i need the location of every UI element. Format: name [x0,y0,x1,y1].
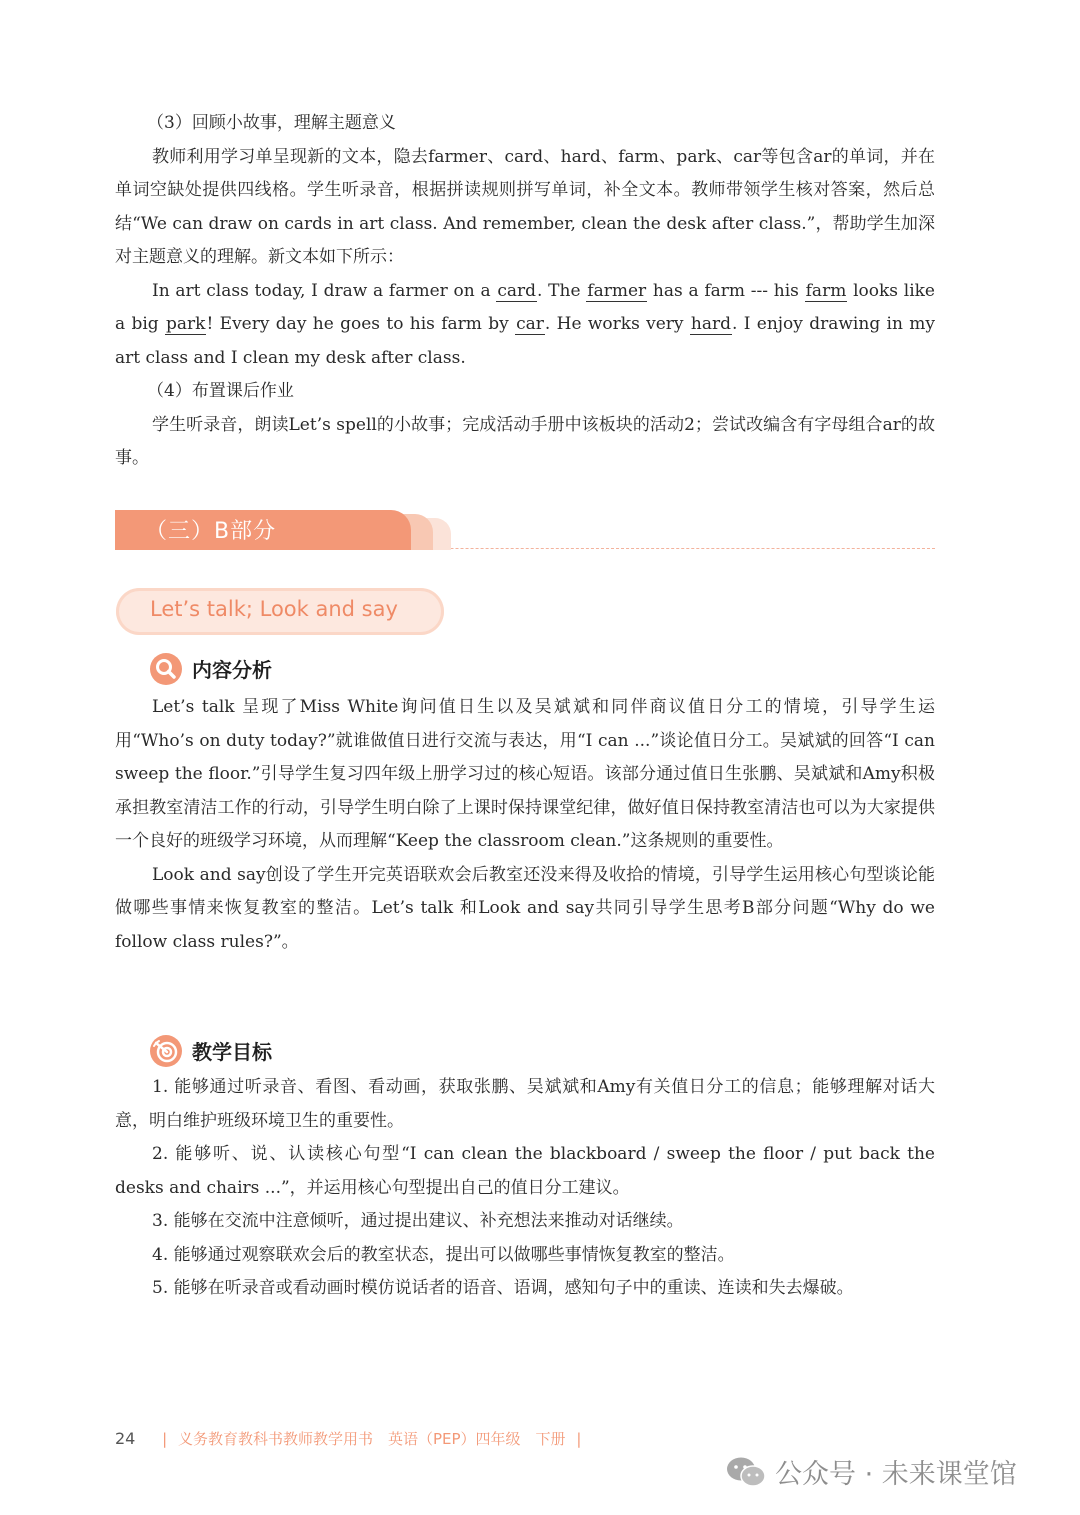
part-a-continuation [115,107,935,476]
content-analysis-title: 内容分析 [192,658,272,682]
analysis-paragraph: Let’s talk 呈现了Miss White询问值日生以及吴斌斌和同伴商议值日分工的情境，引导学生运用“Who’s on duty today?”就谁做值日进行交流与表达，用“I can ...”谈论值日分工。吴斌斌的回答“I can sweep the floor.”引导学生复习四年级上册学习过的核心短语。该部分通过值日生张鹏、吴斌斌和Amy积极承担教室清洁工作的行动，引导学生明白除了上课时保持课堂纪律，做好值日保持教室清洁也可以为大家提供一个良好的班级学习环境，从而理解“Keep the classroom clean.”这条规则的重要性。 [115,697,935,851]
objective-item: 2. 能够听、说、认读核心句型“I can clean the blackboard / sweep the floor / put back the desks and chairs ...”，并运用核心句型提出自己的值日分工建议。 [115,1144,935,1198]
content-analysis-body [115,691,935,959]
step3-title: （3）回顾小故事，理解主题意义 [147,113,396,133]
story-word-farm: farm [805,280,847,301]
watermark-text: 公众号 · 未来课堂馆 [775,1459,1017,1490]
magnifier-icon [150,653,182,685]
story-seg: In art class today, I draw a farmer on a [152,280,497,301]
story-seg: . I enjoy drawing in my art class and I clean my desk after class. [115,314,935,368]
book-title: 义务教育教科书教师教学用书 英语（PEP）四年级 下册 [177,1430,566,1448]
story-text [115,275,935,376]
section-banner [115,510,935,554]
story-word-card: card [497,280,537,301]
objectives-list [115,1071,935,1306]
banner-tab [115,510,411,550]
lesson-pill [116,588,444,635]
story-word-hard: hard [690,314,731,334]
step3-body: 教师利用学习单呈现新的文本，隐去farmer、card、hard、farm、park、car等包含ar的单词，并在单词空缺处提供四线格。学生听录音，根据拼读规则拼写单词，补全文本。教师带领学生核对答案，然后总结“We can draw on cards in art class. And remember, clean the desk after class.”，帮助学生加深对主题意义的理解。新文本如下所示： [115,146,935,267]
objective-item: 4. 能够通过观察联欢会后的教室状态，提出可以做哪些事情恢复教室的整洁。 [152,1244,735,1265]
page-footer [115,1428,587,1449]
target-icon [150,1035,182,1067]
page-number: 24 [115,1429,136,1448]
footer-divider: | [162,1430,168,1448]
story-word-car: car [516,314,544,334]
story-seg: . The [537,280,587,301]
story-seg: has a farm --- his [647,280,805,301]
story-word-park: park [166,314,206,334]
story-seg: . He works very [544,314,690,334]
step4-title: （4）布置课后作业 [147,381,294,401]
objective-item: 5. 能够在听录音或看动画时模仿说话者的语音、语调，感知句子中的重读、连读和失去爆破。 [152,1278,854,1298]
story-seg: looks like a big [115,280,935,334]
lesson-title: Let’s talk; Look and say [150,597,398,621]
objectives-title: 教学目标 [192,1040,272,1064]
story-word-farmer: farmer [587,280,647,301]
footer-divider: | [576,1430,582,1448]
analysis-paragraph: Look and say创设了学生开完英语联欢会后教室还没来得及收拾的情境，引导学生运用核心句型谈论能做哪些事情来恢复教室的整洁。Let’s talk 和Look and say共同引导学生思考B部分问题“Why do we follow class rules?”。 [115,864,935,952]
objective-item: 3. 能够在交流中注意倾听，通过提出建议、补充想法来推动对话继续。 [152,1211,684,1231]
objective-item: 1. 能够通过听录音、看图、看动画，获取张鹏、吴斌斌和Amy有关值日分工的信息；能够理解对话大意，明白维护班级环境卫生的重要性。 [115,1077,935,1131]
step4-body: 学生听录音，朗读Let’s spell的小故事；完成活动手册中该板块的活动2；尝试改编含有字母组合ar的故事。 [115,414,935,468]
wechat-icon [725,1454,767,1490]
section-title: （三）B部分 [145,519,277,544]
story-seg: ! Every day he goes to his farm by [206,314,516,334]
